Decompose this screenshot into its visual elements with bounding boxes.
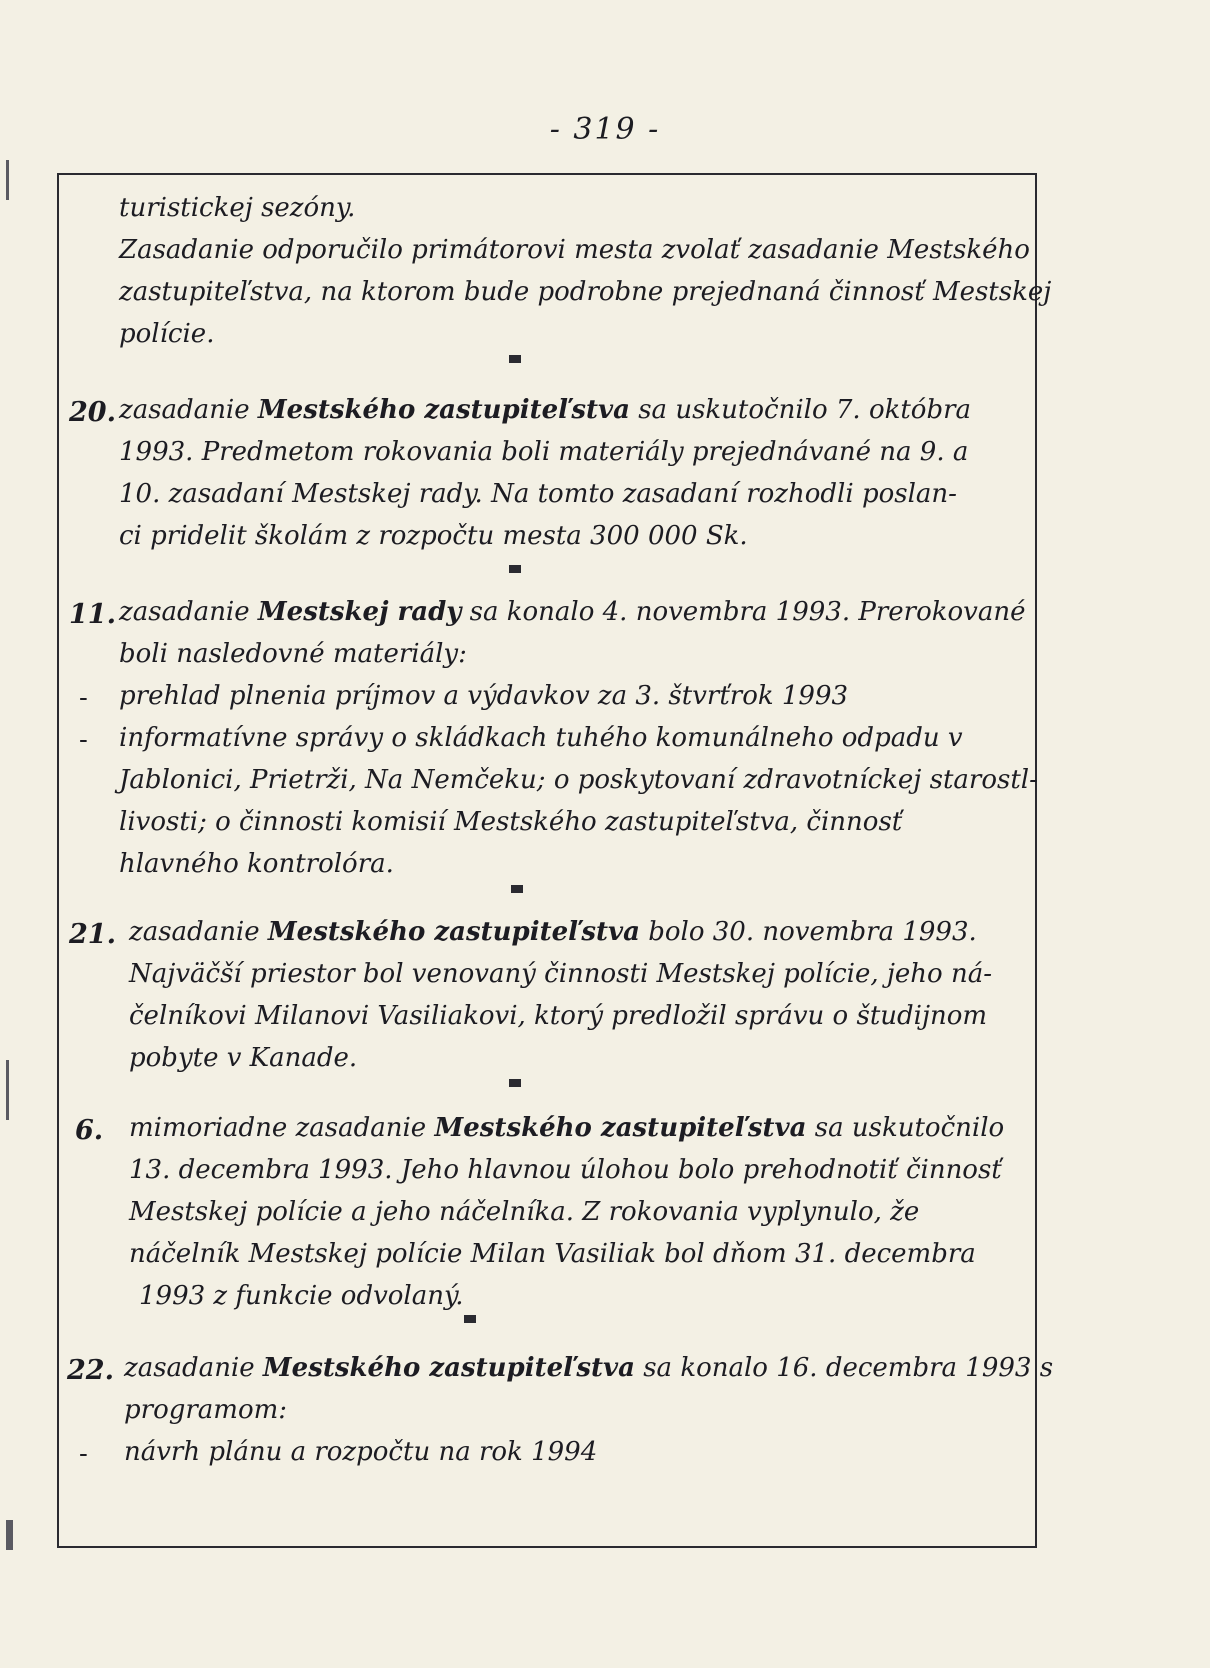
section-line: Mestskej polície a jeho náčelníka. Z rokovania vyplynulo, že (129, 1197, 920, 1227)
document-frame (57, 173, 1054, 1548)
list-item: prehlad plnenia príjmov a výdavkov za 3. štvrťrok 1993 (119, 681, 849, 711)
section-separator (509, 565, 521, 573)
list-dash: - (79, 725, 88, 755)
section-line: čelníkovi Milanovi Vasiliakovi, ktorý predložil správu o študijnom (129, 1001, 988, 1031)
section-number: 22. (67, 1355, 114, 1386)
section-number: 21. (69, 919, 116, 950)
binding-mark (6, 1520, 13, 1550)
section-line: 10. zasadaní Mestskej rady. Na tomto zasadaní rozhodli poslan- (119, 479, 957, 509)
section-line: boli nasledovné materiály: (119, 639, 467, 669)
list-item: hlavného kontrolóra. (119, 849, 394, 879)
section-line: zasadanie Mestskej rady sa konalo 4. novembra 1993. Prerokované (119, 597, 1026, 627)
binding-mark (6, 1060, 9, 1120)
intro-line: zastupiteľstva, na ktorom bude podrobne prejednaná činnosť Mestskej (119, 277, 1052, 307)
list-dash: - (79, 683, 88, 713)
section-line: 13. decembra 1993. Jeho hlavnou úlohou bolo prehodnotiť činnosť (129, 1155, 1002, 1185)
binding-mark (6, 160, 9, 200)
list-dash: - (79, 1439, 88, 1469)
section-number: 20. (69, 397, 116, 428)
section-line: programom: (124, 1395, 288, 1425)
list-item: Jablonici, Prietrži, Na Nemčeku; o poskytovaní zdravotníckej starostl- (119, 765, 1038, 795)
list-item: informatívne správy o skládkach tuhého komunálneho odpadu v (119, 723, 963, 753)
section-number: 6. (75, 1115, 104, 1146)
section-number: 11. (69, 599, 116, 630)
section-line: 1993. Predmetom rokovania boli materiály prejednávané na 9. a (119, 437, 969, 467)
section-line: ci pridelit školám z rozpočtu mesta 300 000 Sk. (119, 521, 748, 551)
intro-line: Zasadanie odporučilo primátorovi mesta zvolať zasadanie Mestského (119, 235, 1030, 265)
section-separator (509, 1079, 521, 1087)
intro-line: polície. (119, 319, 215, 349)
list-item: návrh plánu a rozpočtu na rok 1994 (124, 1437, 598, 1467)
intro-line: turistickej sezóny. (119, 193, 356, 223)
section-separator (464, 1315, 476, 1323)
section-line: zasadanie Mestského zastupiteľstva sa uskutočnilo 7. októbra (119, 395, 972, 425)
section-line: náčelník Mestskej polície Milan Vasiliak bol dňom 31. decembra (129, 1239, 976, 1269)
section-line: Najväčší priestor bol venovaný činnosti Mestskej polície, jeho ná- (129, 959, 993, 989)
list-item: livosti; o činnosti komisií Mestského zastupiteľstva, činnosť (119, 807, 903, 837)
section-line: pobyte v Kanade. (129, 1043, 358, 1073)
section-line: zasadanie Mestského zastupiteľstva sa konalo 16. decembra 1993 s (124, 1353, 1054, 1383)
page-number: - 319 - (549, 112, 661, 147)
section-line: 1993 z funkcie odvolaný. (139, 1281, 464, 1311)
section-line: mimoriadne zasadanie Mestského zastupiteľstva sa uskutočnilo (129, 1113, 1005, 1143)
section-separator (509, 355, 521, 363)
section-separator (511, 885, 523, 893)
section-line: zasadanie Mestského zastupiteľstva bolo 30. novembra 1993. (129, 917, 977, 947)
